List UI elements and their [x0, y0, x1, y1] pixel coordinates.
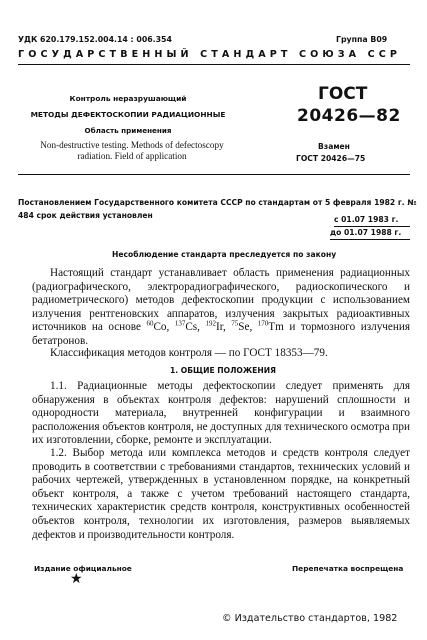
intro-text-part2: Tm и тормозного излучения бетатронов. [32, 321, 410, 347]
isotope-tm: 170 [257, 319, 269, 328]
effective-date-to: до 01.07 1988 г. [330, 228, 402, 237]
paragraph-1-1 [32, 380, 410, 448]
isotope-cs: 137 [174, 319, 186, 328]
intro-text-part1: Настоящий стандарт устанавливает область применения радиационных (радиографического, электрорадиографического, радиоскопического и радиометрического) методов дефектоскопии продукции с использованием излучения рентгеновских аппаратов, излучения закрытых радиоактивных источников на основе [32, 267, 410, 334]
subtitle-scope: Область применения [84, 126, 172, 135]
official-edition-label: Издание официальное [34, 564, 132, 573]
element-cs: Cs, [185, 321, 206, 334]
decree-text: Постановлением Государственного комитета СССР по стандартам от 5 февраля 1982 г. № 484 срок действия установлен [18, 198, 417, 220]
star-icon: ★ [70, 572, 83, 587]
paragraph-1-1-text: 1.1. Радиационные методы дефектоскопии следует применять для обнаружения в объектах контроля дефектов: нарушений сплошности и однородности материала, внутренней конфигурации и взаимного расположения объектов контроля, не доступных для технического осмотра при их изготовлении, сборке, ремонте и эксплуатации. [32, 380, 410, 447]
element-co: Co, [153, 321, 175, 334]
paragraph-1-2-text: 1.2. Выбор метода или комплекса методов и средств контроля следует проводить в соответствии с требованиями стандартов, технических условий и рабочих чертежей, утвержденных в установленном порядке, на конкретный объект контроля, а также с учетом требований настоящего стандарта, технических характеристик средств контроля, конструктивных особенностей объектов контроля, технологии их изготовления, размеров выявляемых дефектов и производительности контроля. [32, 447, 410, 541]
isotope-ir: 192 [205, 319, 216, 328]
copyright-text: Издательство стандартов, 1982 [234, 613, 398, 624]
date-from-underline [334, 226, 410, 227]
top-divider [18, 64, 410, 65]
english-title: Non-destructive testing. Methods of defectoscopy radiation. Field of application [40, 140, 224, 161]
element-ir: Ir, [215, 321, 232, 334]
intro-paragraph [32, 267, 410, 349]
classification-text: Классификация методов контроля — по ГОСТ 18353—79. [50, 347, 328, 359]
paragraph-1-2 [32, 447, 410, 542]
group-code: Группа В09 [336, 35, 388, 44]
instead-label: Взамен [318, 142, 350, 151]
date-to-underline [330, 239, 410, 240]
element-se: Se, [238, 321, 258, 334]
reprint-prohibited-label: Перепечатка воспрещена [292, 564, 404, 573]
gost-number: 20426—82 [297, 106, 401, 126]
classification-line [32, 347, 410, 361]
isotope-se: 75 [231, 319, 239, 328]
udk-code: УДК 620.179.152.004.14 : 006.354 [18, 35, 172, 44]
subtitle-control: Контроль неразрушающий [69, 94, 187, 103]
subtitle-methods: МЕТОДЫ ДЕФЕКТОСКОПИИ РАДИАЦИОННЫЕ [30, 110, 226, 119]
copyright-icon: © [222, 613, 232, 624]
copyright-line [222, 613, 397, 624]
isotope-co: 60 [146, 319, 154, 328]
effective-date-from: с 01.07 1983 г. [334, 215, 399, 224]
violation-notice: Несоблюдение стандарта преследуется по закону [112, 250, 337, 259]
middle-divider [18, 174, 410, 175]
gost-label: ГОСТ [318, 84, 368, 104]
instead-value: ГОСТ 20426—75 [296, 154, 366, 163]
standard-title: ГОСУДАРСТВЕННЫЙ СТАНДАРТ СОЮЗА ССР [18, 49, 402, 60]
section-heading: 1. ОБЩИЕ ПОЛОЖЕНИЯ [170, 366, 276, 375]
